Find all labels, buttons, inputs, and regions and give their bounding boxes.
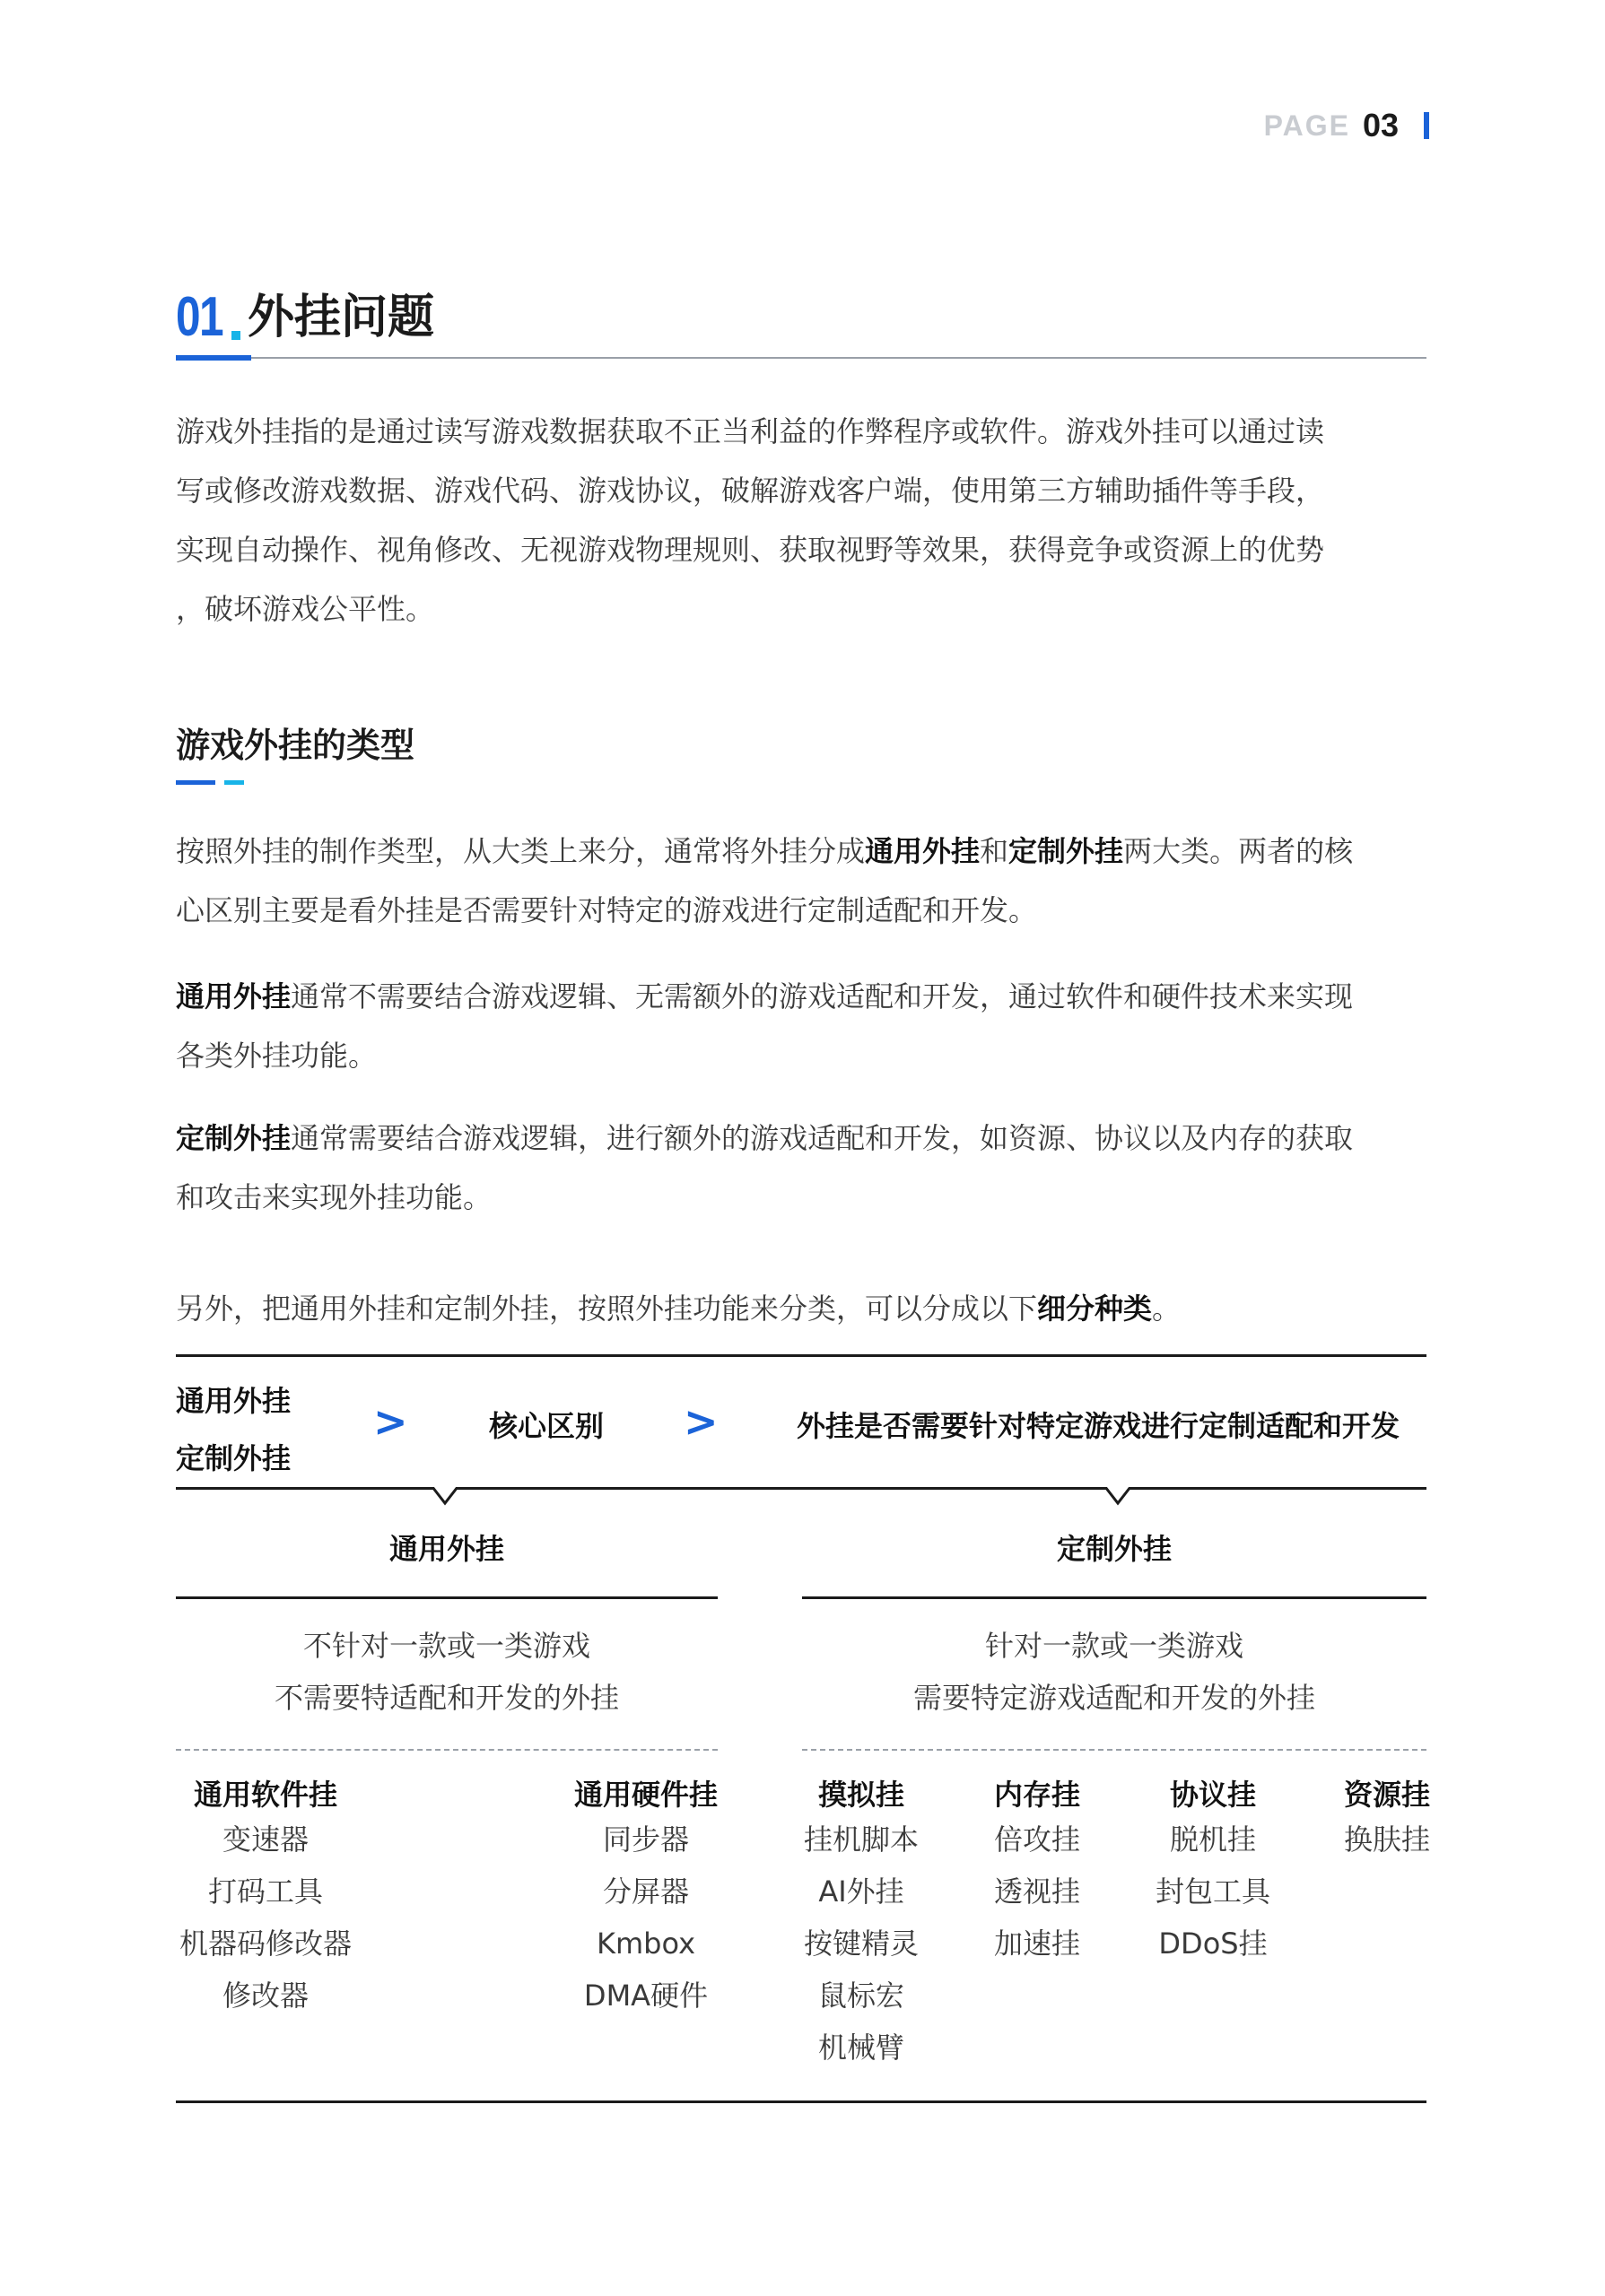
list-item: 鼠标宏: [817, 1979, 904, 2013]
custom-line: 和攻击来实现外挂功能。: [176, 1180, 493, 1214]
general-desc-line: 不针对一款或一类游戏: [302, 1629, 590, 1663]
custom-resource-column: [1315, 1772, 1459, 1866]
list-item: Kmbox: [597, 1926, 695, 1961]
compare-right: 外挂是否需要针对特定游戏进行定制适配和开发: [797, 1409, 1400, 1443]
list-item: AI外挂: [818, 1874, 904, 1909]
column-title: 通用硬件挂: [573, 1778, 718, 1812]
list-item: 倍攻挂: [993, 1822, 1080, 1857]
compare-custom-label: 定制外挂: [176, 1441, 292, 1475]
general-group-rule: [176, 1596, 718, 1599]
custom-desc-line: 针对一款或一类游戏: [984, 1629, 1243, 1663]
list-item: 修改器: [222, 1979, 309, 2013]
general-description: [176, 1620, 718, 1724]
compare-general-label: 通用外挂: [176, 1384, 292, 1418]
section-number: 01: [176, 286, 222, 348]
custom-simulate-column: [789, 1772, 933, 2074]
general-hardware-column: [556, 1772, 736, 2022]
page-word: PAGE: [1263, 109, 1350, 142]
list-item: 加速挂: [993, 1926, 1080, 1961]
compare-left: [176, 1372, 291, 1487]
custom-protocol-column: [1141, 1772, 1285, 1970]
list-item: 挂机脚本: [803, 1822, 919, 1857]
types-line: 心区别主要是看外挂是否需要针对特定的游戏进行定制适配和开发。: [176, 893, 1038, 927]
subtypes-line: 另外，把通用外挂和定制外挂，按照外挂功能来分类，可以分成以下细分种类。: [176, 1292, 1182, 1326]
list-item: 分屏器: [602, 1874, 689, 1909]
custom-paragraph: [176, 1109, 1432, 1227]
column-title: 摸拟挂: [817, 1778, 904, 1812]
custom-dashed-divider: [802, 1749, 1426, 1751]
custom-desc-line: 需要特定游戏适配和开发的外挂: [912, 1681, 1315, 1715]
column-title: 通用软件挂: [193, 1778, 337, 1812]
general-desc-line: 不需要特适配和开发的外挂: [274, 1681, 619, 1715]
notch-left: [431, 1487, 459, 1507]
list-item: 透视挂: [993, 1874, 1080, 1909]
list-item: 机器码修改器: [179, 1926, 352, 1961]
section-divider-accent: [176, 355, 251, 361]
chevron-right-icon: >: [684, 1397, 719, 1446]
subsection-accent-light: [224, 780, 244, 785]
column-title: 资源挂: [1343, 1778, 1430, 1812]
custom-group-rule: [802, 1596, 1426, 1599]
intro-line: ，破坏游戏公平性。: [176, 592, 435, 626]
general-software-column: [176, 1772, 355, 2022]
custom-memory-column: [965, 1772, 1109, 1970]
list-item: 打码工具: [207, 1874, 323, 1909]
general-group-title: 通用外挂: [388, 1532, 504, 1566]
custom-line: 定制外挂通常需要结合游戏逻辑，进行额外的游戏适配和开发，如资源、协议以及内存的获取: [176, 1121, 1354, 1155]
types-line: 按照外挂的制作类型，从大类上来分，通常将外挂分成通用外挂和定制外挂两大类。两者的核: [176, 834, 1354, 868]
page-bar-accent: [1424, 112, 1429, 139]
list-item: DDoS挂: [1158, 1926, 1268, 1961]
general-line: 各类外挂功能。: [176, 1039, 378, 1073]
table-bottom-rule: [176, 2100, 1426, 2103]
general-line: 通用外挂通常不需要结合游戏逻辑、无需额外的游戏适配和开发，通过软件和硬件技术来实现: [176, 979, 1354, 1013]
chevron-right-icon: >: [373, 1397, 408, 1446]
list-item: 机械臂: [817, 2031, 904, 2065]
list-item: 按键精灵: [803, 1926, 919, 1961]
section-divider: [176, 357, 1426, 359]
list-item: 封包工具: [1155, 1874, 1270, 1909]
intro-line: 实现自动操作、视角修改、无视游戏物理规则、获取视野等效果，获得竞争或资源上的优势: [176, 533, 1325, 567]
section-dot: [231, 331, 240, 340]
intro-line: 写或修改游戏数据、游戏代码、游戏协议，破解游戏客户端，使用第三方辅助插件等手段，: [176, 474, 1325, 508]
subsection-title: 游戏外挂的类型: [176, 726, 415, 765]
table-mid-rule: [176, 1487, 1426, 1490]
general-paragraph: [176, 967, 1432, 1085]
notch-right: [1103, 1487, 1132, 1507]
column-title: 内存挂: [993, 1778, 1080, 1812]
intro-line: 游戏外挂指的是通过读写游戏数据获取不正当利益的作弊程序或软件。游戏外挂可以通过读: [176, 414, 1325, 448]
subsection-accent: [176, 780, 215, 785]
types-paragraph: [176, 822, 1432, 940]
list-item: 变速器: [222, 1822, 309, 1857]
intro-paragraph: [176, 402, 1432, 639]
custom-group-title: 定制外挂: [1056, 1532, 1172, 1566]
general-dashed-divider: [176, 1749, 718, 1751]
column-title: 协议挂: [1169, 1778, 1256, 1812]
section-title: 外挂问题: [248, 291, 435, 344]
compare-middle: 核心区别: [489, 1409, 605, 1443]
custom-description: [802, 1620, 1426, 1724]
page-indicator: [1264, 106, 1429, 145]
table-top-rule: [176, 1354, 1426, 1357]
list-item: DMA硬件: [583, 1979, 709, 2013]
list-item: 脱机挂: [1169, 1822, 1256, 1857]
subtypes-paragraph: [176, 1279, 1432, 1338]
section-heading: [176, 285, 434, 349]
page-number: 03: [1362, 107, 1399, 144]
list-item: 换肤挂: [1343, 1822, 1430, 1857]
list-item: 同步器: [602, 1822, 689, 1857]
